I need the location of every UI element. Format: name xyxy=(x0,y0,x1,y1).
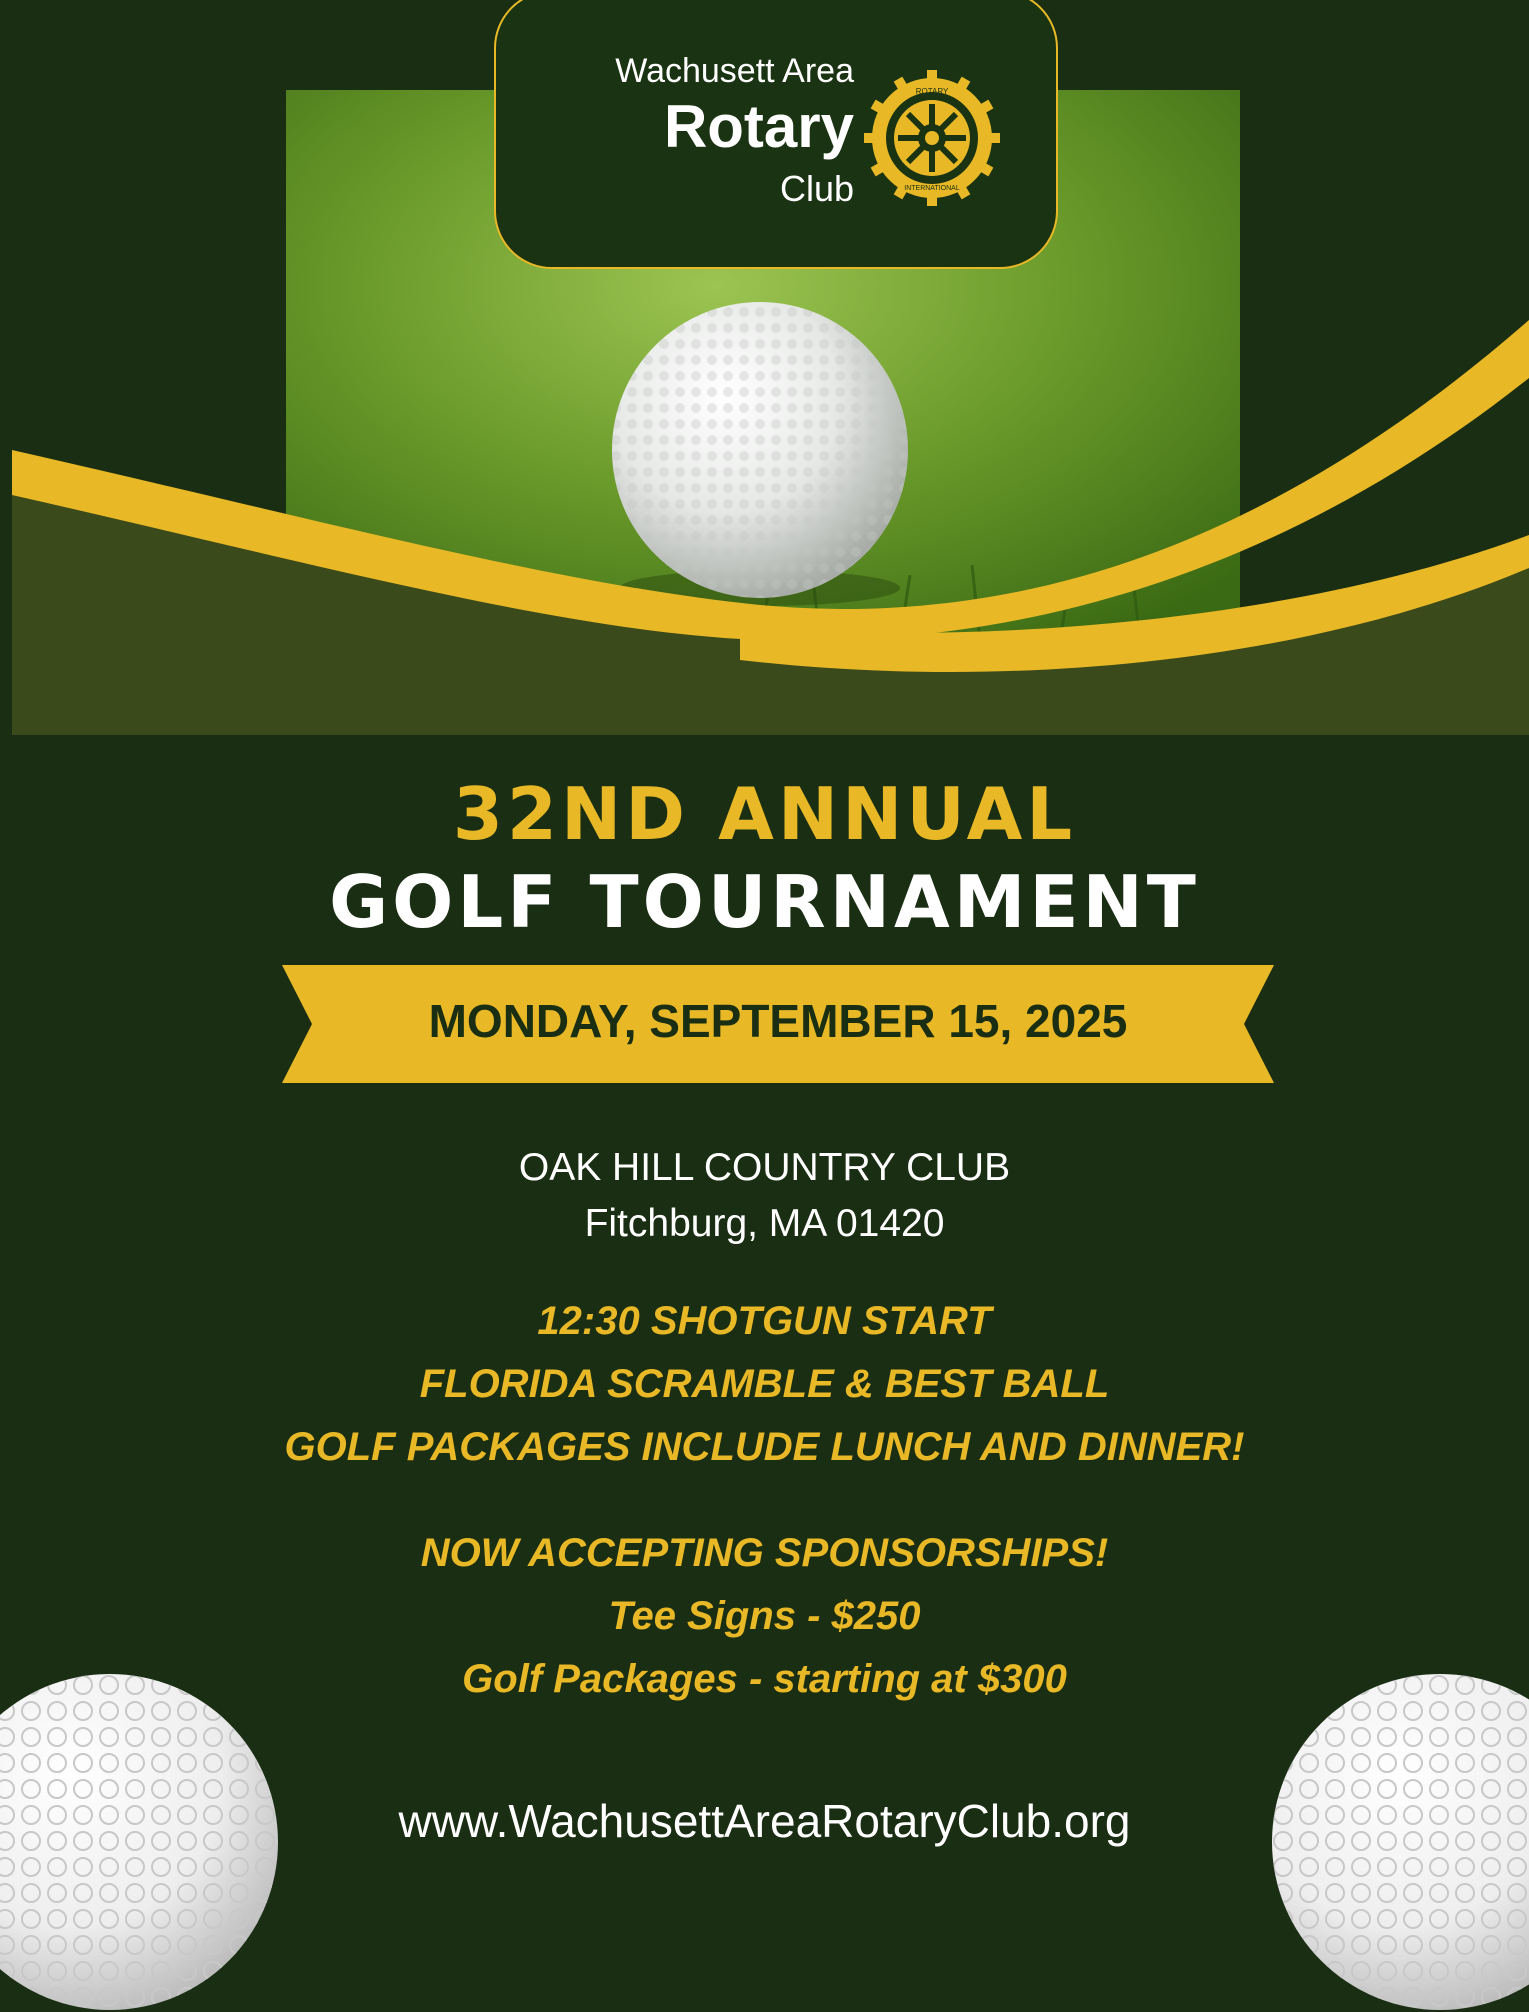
rotary-wheel-icon xyxy=(864,70,1000,206)
logo-text-line3: Club xyxy=(779,168,854,209)
wheel-text-top: ROTARY xyxy=(915,87,949,96)
venue-block xyxy=(0,1140,1529,1252)
detail-format: FLORIDA SCRAMBLE & BEST BALL xyxy=(419,1362,1110,1406)
venue-name: OAK HILL COUNTRY CLUB xyxy=(518,1146,1011,1189)
sponsorship-item: Tee Signs - $250 xyxy=(608,1594,921,1638)
venue-address: Fitchburg, MA 01420 xyxy=(584,1202,945,1245)
sponsorship-item: Golf Packages - starting at $300 xyxy=(462,1657,1067,1701)
detail-start-time: 12:30 SHOTGUN START xyxy=(537,1299,992,1343)
logo-text-line2: Rotary xyxy=(663,93,854,160)
title-golf-tournament: GOLF TOURNAMENT xyxy=(329,860,1200,944)
website-link[interactable]: www.WachusettAreaRotaryClub.org xyxy=(398,1795,1131,1847)
hero-banner xyxy=(0,0,1529,740)
sponsorship-heading: NOW ACCEPTING SPONSORSHIPS! xyxy=(420,1531,1109,1575)
detail-meals: GOLF PACKAGES INCLUDE LUNCH AND DINNER! xyxy=(284,1425,1245,1469)
rotary-logo xyxy=(494,0,1058,269)
logo-text-line1: Wachusett Area xyxy=(615,52,854,90)
event-details xyxy=(0,1290,1529,1479)
event-date: MONDAY, SEPTEMBER 15, 2025 xyxy=(428,995,1128,1047)
wheel-text-bottom: INTERNATIONAL xyxy=(904,185,960,192)
title-annual: 32ND ANNUAL xyxy=(452,772,1077,856)
